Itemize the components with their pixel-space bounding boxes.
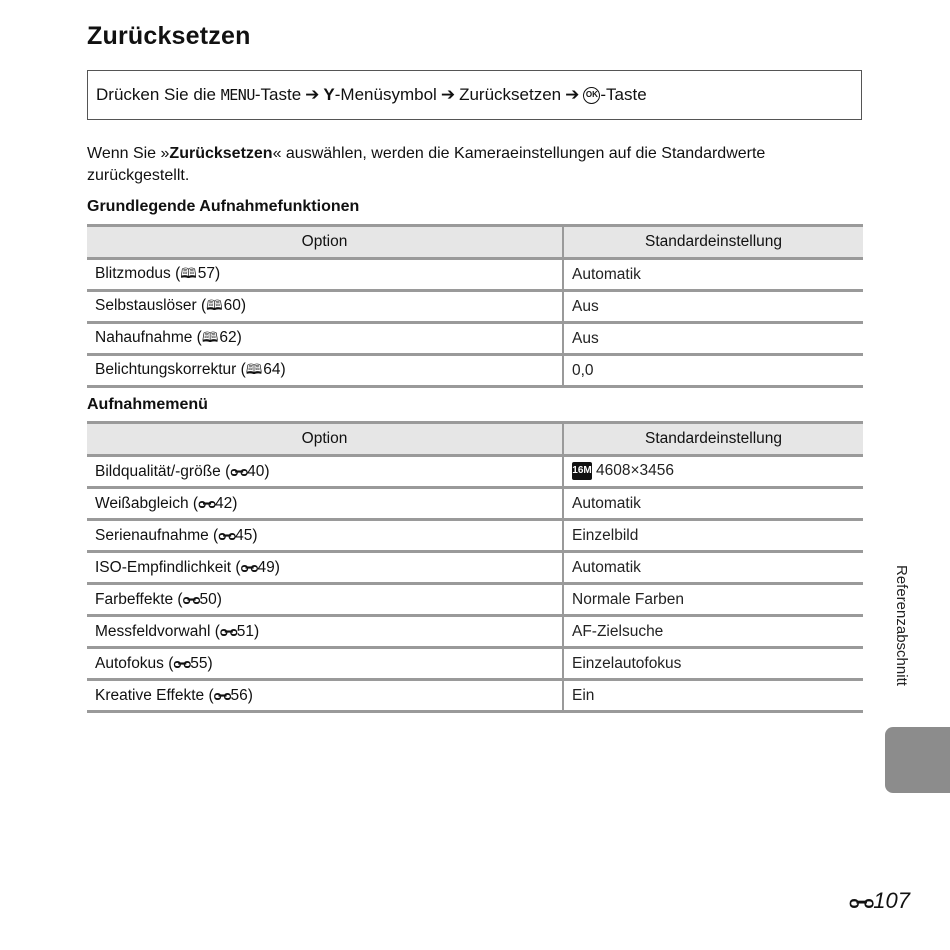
reference-section-icon: ᴑ━ᴑ bbox=[218, 527, 234, 543]
option-cell: Kreative Effekte (ᴑ━ᴑ 56) bbox=[87, 680, 563, 712]
menu-key-label: MENU bbox=[220, 86, 255, 104]
option-cell: Autofokus (ᴑ━ᴑ 55) bbox=[87, 648, 563, 680]
table-row bbox=[87, 355, 863, 387]
option-cell: Selbstauslöser (🕮60) bbox=[87, 291, 563, 323]
settings-table-basic bbox=[87, 224, 863, 388]
column-header-option: Option bbox=[87, 423, 563, 456]
option-name: ISO-Empfindlichkeit bbox=[95, 558, 232, 576]
nav-prefix: Drücken Sie die bbox=[96, 85, 217, 104]
option-cell: Farbeffekte (ᴑ━ᴑ 50) bbox=[87, 584, 563, 616]
reference-section-icon: ᴑ━ᴑ bbox=[173, 655, 189, 671]
reference-page: 62 bbox=[219, 328, 237, 346]
section-side-tab bbox=[885, 727, 950, 793]
nav-wrench-suffix: -Menüsymbol bbox=[334, 85, 437, 104]
option-cell: Nahaufnahme (🕮62) bbox=[87, 323, 563, 355]
default-value: Einzelautofokus bbox=[572, 654, 682, 672]
section-heading-shooting-menu: Aufnahmemenü bbox=[87, 396, 208, 413]
default-value: AF-Zielsuche bbox=[572, 622, 664, 640]
reference-section-icon: ᴑ━ᴑ bbox=[240, 559, 256, 575]
section-side-label: Referenzabschnitt bbox=[893, 565, 910, 686]
default-value: Aus bbox=[572, 297, 599, 315]
default-value-cell bbox=[563, 323, 863, 355]
page-number-value: 107 bbox=[873, 888, 910, 913]
reference-section-icon: ᴑ━ᴑ bbox=[213, 687, 229, 703]
table-row bbox=[87, 648, 863, 680]
book-reference-icon: 🕮 bbox=[180, 264, 197, 281]
book-reference-icon: 🕮 bbox=[201, 328, 219, 345]
default-value: Automatik bbox=[572, 265, 641, 283]
column-header-default: Standardeinstellung bbox=[563, 423, 863, 456]
default-value: Ein bbox=[572, 686, 595, 704]
default-value: Automatik bbox=[572, 494, 641, 512]
reference-page: 50 bbox=[199, 590, 217, 608]
reference-section-icon: ᴑ━ᴑ bbox=[849, 893, 872, 912]
default-value-cell bbox=[563, 552, 863, 584]
default-value: 0,0 bbox=[572, 361, 594, 379]
default-value: Normale Farben bbox=[572, 590, 684, 608]
reference-page: 42 bbox=[214, 494, 233, 512]
reference-section-icon: ᴑ━ᴑ bbox=[198, 495, 213, 511]
nav-reset-item: Zurücksetzen bbox=[459, 85, 562, 104]
table-row bbox=[87, 680, 863, 712]
table-row bbox=[87, 616, 863, 648]
default-value: Aus bbox=[572, 329, 599, 347]
column-header-default: Standardeinstellung bbox=[563, 226, 863, 259]
default-value-cell bbox=[563, 456, 863, 488]
option-cell: Weißabgleich (ᴑ━ᴑ 42) bbox=[87, 488, 563, 520]
option-name: Autofokus bbox=[95, 654, 164, 672]
intro-paragraph bbox=[87, 143, 862, 187]
book-reference-icon: 🕮 bbox=[245, 360, 263, 377]
page-title: Zurücksetzen bbox=[87, 22, 251, 50]
table-row bbox=[87, 323, 863, 355]
table-header-row bbox=[87, 423, 863, 456]
table-row bbox=[87, 488, 863, 520]
reference-section-icon: ᴑ━ᴑ bbox=[219, 623, 235, 639]
table-row bbox=[87, 456, 863, 488]
book-reference-icon: 🕮 bbox=[206, 296, 223, 313]
option-name: Farbeffekte bbox=[95, 590, 174, 608]
reference-section-icon: ᴑ━ᴑ bbox=[230, 463, 246, 479]
table-header-row bbox=[87, 226, 863, 259]
option-name: Nahaufnahme bbox=[95, 328, 193, 346]
default-value-cell bbox=[563, 259, 863, 291]
table-row bbox=[87, 520, 863, 552]
table-row bbox=[87, 259, 863, 291]
option-name: Kreative Effekte bbox=[95, 686, 205, 704]
navigation-instruction-box bbox=[87, 70, 862, 120]
default-value: Automatik bbox=[572, 558, 641, 576]
reference-page: 51 bbox=[236, 622, 255, 640]
nav-ok-suffix: -Taste bbox=[600, 85, 647, 104]
reference-page: 40 bbox=[247, 462, 265, 480]
reference-page: 56 bbox=[230, 686, 248, 704]
option-name: Weißabgleich bbox=[95, 494, 189, 512]
table-row bbox=[87, 291, 863, 323]
nav-menu-suffix: -Taste bbox=[254, 85, 302, 104]
arrow-right-icon: ➔ bbox=[305, 85, 320, 104]
default-value-cell bbox=[563, 291, 863, 323]
option-cell: Messfeldvorwahl (ᴑ━ᴑ 51) bbox=[87, 616, 563, 648]
reference-page: 49 bbox=[257, 558, 275, 576]
column-header-option: Option bbox=[87, 226, 563, 259]
default-value-cell bbox=[563, 355, 863, 387]
default-value-cell bbox=[563, 584, 863, 616]
default-value-cell bbox=[563, 520, 863, 552]
default-value-cell bbox=[563, 488, 863, 520]
option-cell: Belichtungskorrektur (🕮64) bbox=[87, 355, 563, 387]
default-value-cell bbox=[563, 616, 863, 648]
table-row bbox=[87, 552, 863, 584]
page-number bbox=[849, 888, 910, 914]
option-name: Bildqualität/-größe bbox=[95, 462, 221, 480]
default-value: 4608×3456 bbox=[596, 462, 675, 480]
option-name: Belichtungskorrektur bbox=[95, 360, 237, 378]
arrow-right-icon: ➔ bbox=[440, 85, 456, 104]
intro-after: « auswählen, werden die Kameraeinstellungen auf die Standardwerte zurückgestellt. bbox=[87, 145, 766, 184]
default-value: Einzelbild bbox=[572, 526, 639, 544]
option-cell: Serienaufnahme (ᴑ━ᴑ 45) bbox=[87, 520, 563, 552]
option-cell: ISO-Empfindlichkeit (ᴑ━ᴑ 49) bbox=[87, 552, 563, 584]
default-value-cell bbox=[563, 680, 863, 712]
reference-page: 55 bbox=[190, 654, 208, 672]
option-name: Serienaufnahme bbox=[95, 526, 209, 544]
table-row bbox=[87, 584, 863, 616]
intro-bold: Zurücksetzen bbox=[169, 145, 273, 162]
reference-page: 60 bbox=[223, 296, 241, 314]
ok-button-icon: OK bbox=[583, 87, 600, 104]
reference-page: 45 bbox=[235, 526, 253, 544]
option-name: Messfeldvorwahl bbox=[95, 622, 211, 640]
image-size-16m-icon: 16M bbox=[572, 462, 592, 480]
option-name: Blitzmodus bbox=[95, 264, 171, 282]
intro-before: Wenn Sie » bbox=[87, 145, 170, 162]
settings-table-shooting-menu bbox=[87, 421, 863, 713]
reference-page: 64 bbox=[263, 360, 281, 378]
option-cell: Bildqualität/-größe (ᴑ━ᴑ 40) bbox=[87, 456, 563, 488]
option-cell: Blitzmodus (🕮57) bbox=[87, 259, 563, 291]
option-name: Selbstauslöser bbox=[95, 296, 197, 314]
reference-page: 57 bbox=[197, 264, 216, 282]
default-value-cell bbox=[563, 648, 863, 680]
wrench-menu-icon: Y bbox=[323, 85, 335, 104]
arrow-right-icon: ➔ bbox=[565, 85, 580, 104]
section-heading-basic: Grundlegende Aufnahmefunktionen bbox=[87, 198, 360, 215]
reference-section-icon: ᴑ━ᴑ bbox=[182, 591, 198, 607]
